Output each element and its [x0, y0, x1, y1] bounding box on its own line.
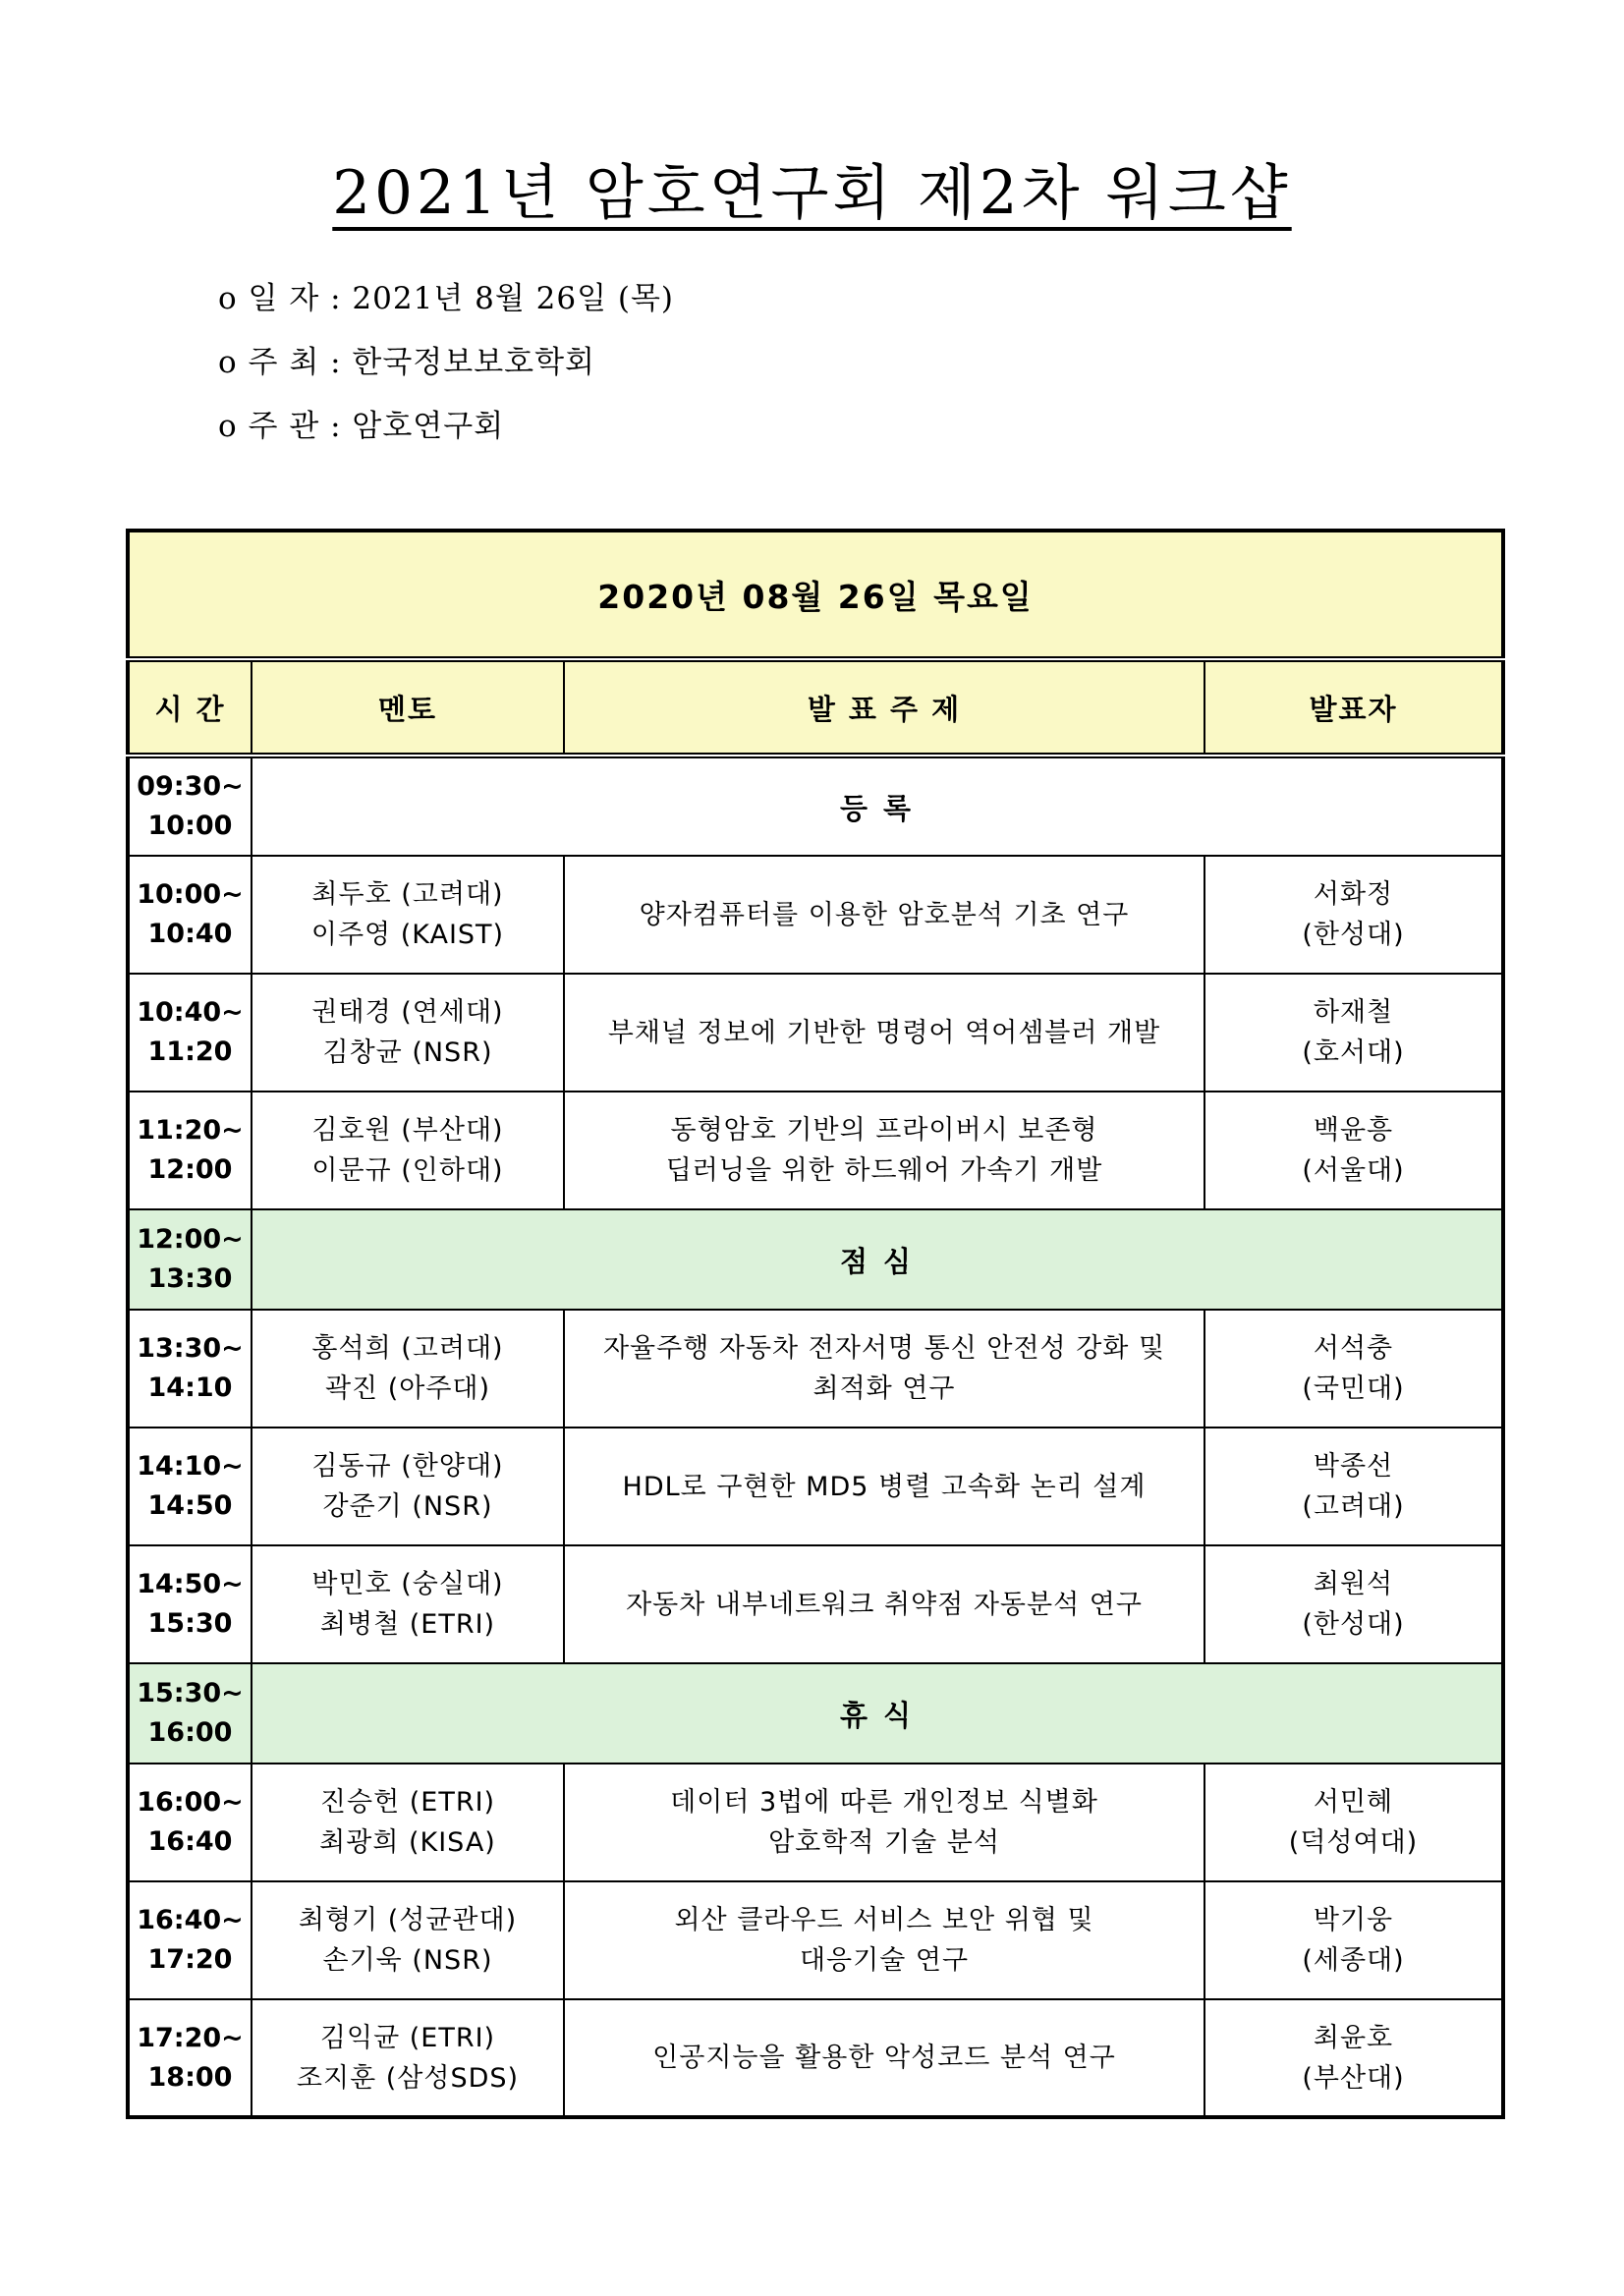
table-row [128, 1881, 1503, 1999]
time-cell: 13:30~ 14:10 [128, 1310, 252, 1428]
table-row-lunch [128, 1209, 1503, 1310]
column-header-mentor: 멘토 [252, 659, 564, 756]
mentor-cell: 최두호 (고려대) 이주영 (KAIST) [252, 856, 564, 974]
presenter-cell: 서석충 (국민대) [1204, 1310, 1503, 1428]
presenter-cell: 하재철 (호서대) [1204, 974, 1503, 1092]
topic-cell: 부채널 정보에 기반한 명령어 역어셈블러 개발 [564, 974, 1204, 1092]
time-cell: 11:20~ 12:00 [128, 1092, 252, 1209]
time-cell: 15:30~ 16:00 [128, 1663, 252, 1764]
topic-cell: 인공지능을 활용한 악성코드 분석 연구 [564, 1999, 1204, 2117]
mentor-cell: 김호원 (부산대) 이문규 (인하대) [252, 1092, 564, 1209]
info-item-host: o 주 최 : 한국정보보호학회 [218, 345, 595, 380]
mentor-cell: 김익균 (ETRI) 조지훈 (삼성SDS) [252, 1999, 564, 2117]
table-row [128, 1428, 1503, 1545]
column-header-time: 시 간 [128, 659, 252, 756]
schedule-table [126, 529, 1505, 2119]
mentor-cell: 박민호 (숭실대) 최병철 (ETRI) [252, 1545, 564, 1663]
topic-cell: 데이터 3법에 따른 개인정보 식별화 암호학적 기술 분석 [564, 1764, 1204, 1881]
topic-cell: 자동차 내부네트워크 취약점 자동분석 연구 [564, 1545, 1204, 1663]
mentor-cell: 김동규 (한양대) 강준기 (NSR) [252, 1428, 564, 1545]
info-item-date: o 일 자 : 2021년 8월 26일 (목) [218, 281, 675, 316]
break-label-cell: 점 심 [252, 1209, 1503, 1310]
table-row [128, 974, 1503, 1092]
table-row [128, 1999, 1503, 2117]
presenter-cell: 박종선 (고려대) [1204, 1428, 1503, 1545]
presenter-cell: 박기웅 (세종대) [1204, 1881, 1503, 1999]
info-list [218, 267, 674, 459]
topic-cell: 양자컴퓨터를 이용한 암호분석 기초 연구 [564, 856, 1204, 974]
presenter-cell: 서민혜 (덕성여대) [1204, 1764, 1503, 1881]
time-cell: 12:00~ 13:30 [128, 1209, 252, 1310]
mentor-cell: 진승헌 (ETRI) 최광희 (KISA) [252, 1764, 564, 1881]
presenter-cell: 백윤흥 (서울대) [1204, 1092, 1503, 1209]
table-row [128, 1310, 1503, 1428]
time-cell: 16:00~ 16:40 [128, 1764, 252, 1881]
mentor-cell: 홍석희 (고려대) 곽진 (아주대) [252, 1310, 564, 1428]
table-row-registration [128, 756, 1503, 856]
mentor-cell: 최형기 (성균관대) 손기욱 (NSR) [252, 1881, 564, 1999]
time-cell: 16:40~ 17:20 [128, 1881, 252, 1999]
break-label-cell: 휴 식 [252, 1663, 1503, 1764]
topic-cell: HDL로 구현한 MD5 병렬 고속화 논리 설계 [564, 1428, 1204, 1545]
table-date-header-row [128, 531, 1503, 659]
table-row [128, 1092, 1503, 1209]
info-item-organizer: o 주 관 : 암호연구회 [218, 409, 505, 444]
table-date-header: 2020년 08월 26일 목요일 [128, 531, 1503, 659]
column-header-presenter: 발표자 [1204, 659, 1503, 756]
time-cell: 10:00~ 10:40 [128, 856, 252, 974]
time-cell: 09:30~ 10:00 [128, 756, 252, 856]
presenter-cell: 최윤호 (부산대) [1204, 1999, 1503, 2117]
topic-cell: 동형암호 기반의 프라이버시 보존형 딥러닝을 위한 하드웨어 가속기 개발 [564, 1092, 1204, 1209]
topic-cell: 외산 클라우드 서비스 보안 위협 및 대응기술 연구 [564, 1881, 1204, 1999]
break-label-cell: 등 록 [252, 756, 1503, 856]
mentor-cell: 권태경 (연세대) 김창균 (NSR) [252, 974, 564, 1092]
table-row-break [128, 1663, 1503, 1764]
presenter-cell: 서화정 (한성대) [1204, 856, 1503, 974]
document-title: 2021년 암호연구회 제2차 워크샵 [332, 158, 1292, 228]
topic-cell: 자율주행 자동차 전자서명 통신 안전성 강화 및 최적화 연구 [564, 1310, 1204, 1428]
table-column-header-row [128, 659, 1503, 756]
column-header-topic: 발 표 주 제 [564, 659, 1204, 756]
time-cell: 14:50~ 15:30 [128, 1545, 252, 1663]
time-cell: 10:40~ 11:20 [128, 974, 252, 1092]
time-cell: 14:10~ 14:50 [128, 1428, 252, 1545]
table-row [128, 856, 1503, 974]
table-row [128, 1764, 1503, 1881]
table-row [128, 1545, 1503, 1663]
time-cell: 17:20~ 18:00 [128, 1999, 252, 2117]
presenter-cell: 최원석 (한성대) [1204, 1545, 1503, 1663]
